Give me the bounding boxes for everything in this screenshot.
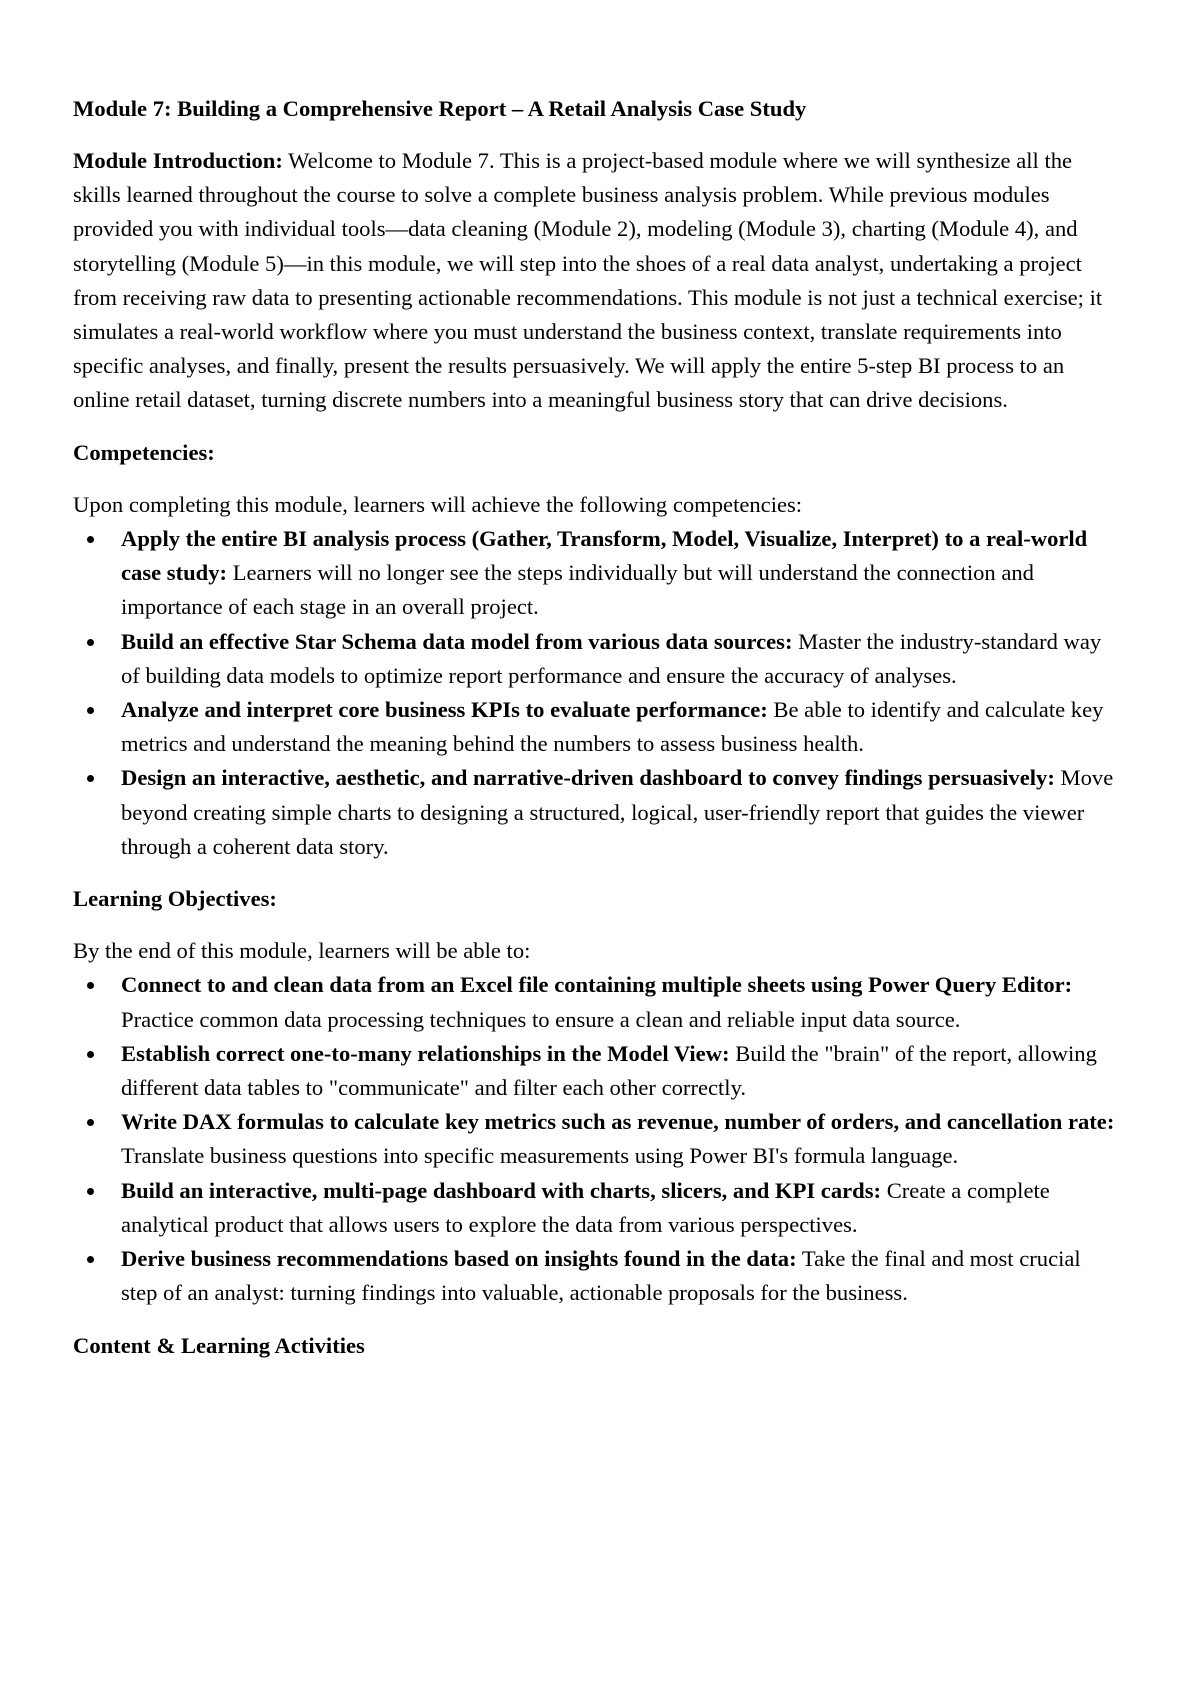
list-item <box>73 1105 1120 1173</box>
bullet-icon <box>87 1188 94 1195</box>
item-bold: Write DAX formulas to calculate key metrics such as revenue, number of orders, and cancellation rate: <box>121 1109 1115 1135</box>
bullet-icon <box>87 982 94 989</box>
list-item <box>73 625 1120 693</box>
competencies-heading: Competencies: <box>73 439 215 465</box>
item-text: Practice common data processing techniques to ensure a clean and reliable input data source. <box>121 1006 961 1032</box>
item-text: Learners will no longer see the steps individually but will understand the connection and importance of each stage in an overall project. <box>121 560 1034 620</box>
bullet-icon <box>87 707 94 714</box>
item-text: Take the final and most crucial step of an analyst: turning findings into valuable, actionable proposals for the business. <box>121 1246 1081 1306</box>
item-bold: Establish correct one-to-many relationships in the Model View: <box>121 1040 730 1066</box>
item-text: Be able to identify and calculate key metrics and understand the meaning behind the numbers to assess business health. <box>121 697 1104 757</box>
item-text: Move beyond creating simple charts to designing a structured, logical, user-friendly report that guides the viewer through a coherent data story. <box>121 765 1114 859</box>
item-text: Build the "brain" of the report, allowing different data tables to "communicate" and filter each other correctly. <box>121 1040 1097 1101</box>
item-text: Create a complete analytical product that allows users to explore the data from various perspectives. <box>121 1177 1050 1237</box>
list-item <box>73 1174 1120 1242</box>
competencies-list <box>73 522 1120 864</box>
item-text: Master the industry-standard way of building data models to optimize report performance and ensure the accuracy of analyses. <box>121 628 1102 688</box>
competencies-lead: Upon completing this module, learners will achieve the following competencies: <box>73 491 803 517</box>
module-title: Module 7: Building a Comprehensive Report – A Retail Analysis Case Study <box>73 96 807 121</box>
item-bold: Apply the entire BI analysis process (Gather, Transform, Model, Visualize, Interpret) to a real-world case study: <box>121 526 1088 586</box>
intro-label: Module Introduction: <box>73 148 283 173</box>
item-bold: Analyze and interpret core business KPIs to evaluate performance: <box>121 697 768 723</box>
item-bold: Build an effective Star Schema data model from various data sources: <box>121 628 793 654</box>
content-activities-heading: Content & Learning Activities <box>73 1332 365 1358</box>
objectives-list <box>73 968 1120 1310</box>
objectives-lead: By the end of this module, learners will be able to: <box>73 938 531 964</box>
bullet-icon <box>87 536 94 543</box>
item-bold: Design an interactive, aesthetic, and narrative-driven dashboard to convey findings persuasively: <box>121 765 1055 791</box>
item-bold: Connect to and clean data from an Excel file containing multiple sheets using Power Query Editor: <box>121 972 1073 998</box>
bullet-icon <box>87 775 94 782</box>
bullet-icon <box>87 1256 94 1263</box>
list-item <box>73 968 1120 1036</box>
list-item <box>73 1037 1120 1105</box>
objectives-heading: Learning Objectives: <box>73 886 277 912</box>
item-text: Translate business questions into specific measurements using Power BI's formula language. <box>121 1143 959 1169</box>
list-item <box>73 522 1120 625</box>
list-item <box>73 693 1120 761</box>
intro-text: Welcome to Module 7. This is a project-based module where we will synthesize all the skills learned throughout the course to solve a complete business analysis problem. While previous modules provided you with individual tools—data cleaning (Module 2), modeling (Module 3), charting (Module 4), and storytelling (Module 5)—in this module, we will step into the shoes of a real data analyst, undertaking a project from receiving raw data to presenting actionable recommendations. This module is not just a technical exercise; it simulates a real-world workflow where you must understand the business context, translate requirements into specific analyses, and finally, present the results persuasively. We will apply the entire 5-step BI process to an online retail dataset, turning discrete numbers into a meaningful business story that can drive decisions. <box>73 148 1103 413</box>
item-bold: Build an interactive, multi-page dashboard with charts, slicers, and KPI cards: <box>121 1177 882 1203</box>
bullet-icon <box>87 1051 94 1058</box>
bullet-icon <box>87 639 94 646</box>
item-bold: Derive business recommendations based on insights found in the data: <box>121 1246 797 1272</box>
list-item <box>73 761 1120 864</box>
list-item <box>73 1242 1120 1310</box>
bullet-icon <box>87 1119 94 1126</box>
module-introduction <box>73 144 1120 418</box>
